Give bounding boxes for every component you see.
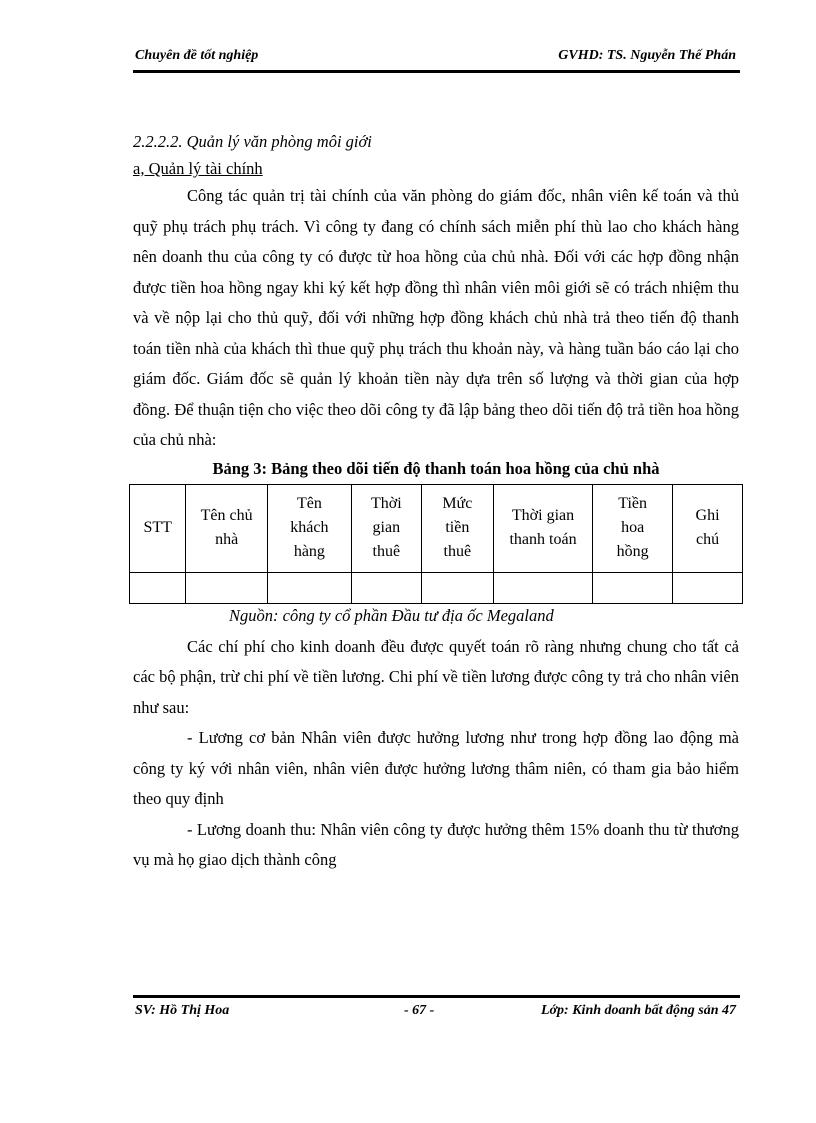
footer-class: Lớp: Kinh doanh bất động sản 47 — [540, 1003, 736, 1018]
table-cell — [673, 572, 743, 603]
page-content — [133, 130, 739, 876]
table-cell — [267, 572, 351, 603]
header-payment-time: Thời gian thanh toán — [493, 484, 592, 572]
paragraph-costs: Các chí phí cho kinh doanh đều được quyết toán rõ ràng nhưng chung cho tất cả các bộ phận, trừ chi phí về tiền lương. Chi phí về tiền lương được công ty trả cho nhân viên như sau: — [133, 636, 739, 717]
header-right-text: GVHD: TS. Nguyễn Thế Phán — [558, 48, 736, 63]
header-customer-name: Tên khách hàng — [267, 484, 351, 572]
commission-tracking-table — [129, 484, 743, 604]
table-source-note: Nguồn: công ty cổ phần Đầu tư địa ốc Megaland — [229, 605, 554, 625]
footer-page-number: - 67 - — [404, 1003, 435, 1018]
header-stt: STT — [130, 484, 186, 572]
page-footer — [133, 995, 740, 1024]
table-cell — [186, 572, 268, 603]
table-header-row — [130, 484, 743, 572]
header-commission: Tiền hoa hồng — [593, 484, 673, 572]
header-rent-amount: Mức tiền thuê — [421, 484, 493, 572]
table-cell — [493, 572, 592, 603]
table-row — [130, 572, 743, 603]
subsection-title: a, Quản lý tài chính — [133, 159, 263, 178]
table-cell — [593, 572, 673, 603]
header-left-text: Chuyên đề tốt nghiệp — [135, 48, 259, 63]
section-title: 2.2.2.2. Quản lý văn phòng môi giới — [133, 132, 372, 151]
footer-student: SV: Hồ Thị Hoa — [135, 1003, 230, 1018]
table-caption: Bảng 3: Bảng theo dõi tiến độ thanh toán hoa hồng của chủ nhà — [212, 458, 660, 478]
paragraph-intro: Công tác quản trị tài chính của văn phòng do giám đốc, nhân viên kế toán và thủ quỹ phụ trách phụ trách. Vì công ty đang có chính sách miễn phí thù lao cho khách hàng nên doanh thu của công ty có được từ hoa hồng của chủ nhà. Đối với các hợp đồng nhận được tiền hoa hồng ngay khi ký kết hợp đồng thì nhân viên môi giới sẽ có trách nhiệm thu và về nộp lại cho thủ quỹ, đối với những hợp đồng khách chủ nhà trả theo tiến độ thanh toán tiền nhà của khách thì thue quỹ phụ trách thu khoản này, và hàng tuần báo cáo lại cho giám đốc. Giám đốc sẽ quản lý khoản tiền này dựa trên số lượng và thời gian của hợp đồng. Để thuận tiện cho việc theo dõi công ty đã lập bảng theo dõi tiến độ trả tiền hoa hồng của chủ nhà: — [133, 186, 739, 449]
paragraph-base-salary: - Lương cơ bản Nhân viên được hưởng lương như trong hợp đồng lao động mà công ty ký với nhân viên, nhân viên được hưởng lương thâm niên, có tham gia bảo hiểm theo quy định — [133, 728, 739, 808]
table-cell — [130, 572, 186, 603]
header-notes: Ghi chú — [673, 484, 743, 572]
table-cell — [351, 572, 421, 603]
page-header — [133, 48, 740, 73]
paragraph-revenue-salary: - Lương doanh thu: Nhân viên công ty được hưởng thêm 15% doanh thu từ thương vụ mà họ giao dịch thành công — [133, 819, 739, 869]
header-rental-period: Thời gian thuê — [351, 484, 421, 572]
header-owner-name: Tên chủ nhà — [186, 484, 268, 572]
table-cell — [421, 572, 493, 603]
